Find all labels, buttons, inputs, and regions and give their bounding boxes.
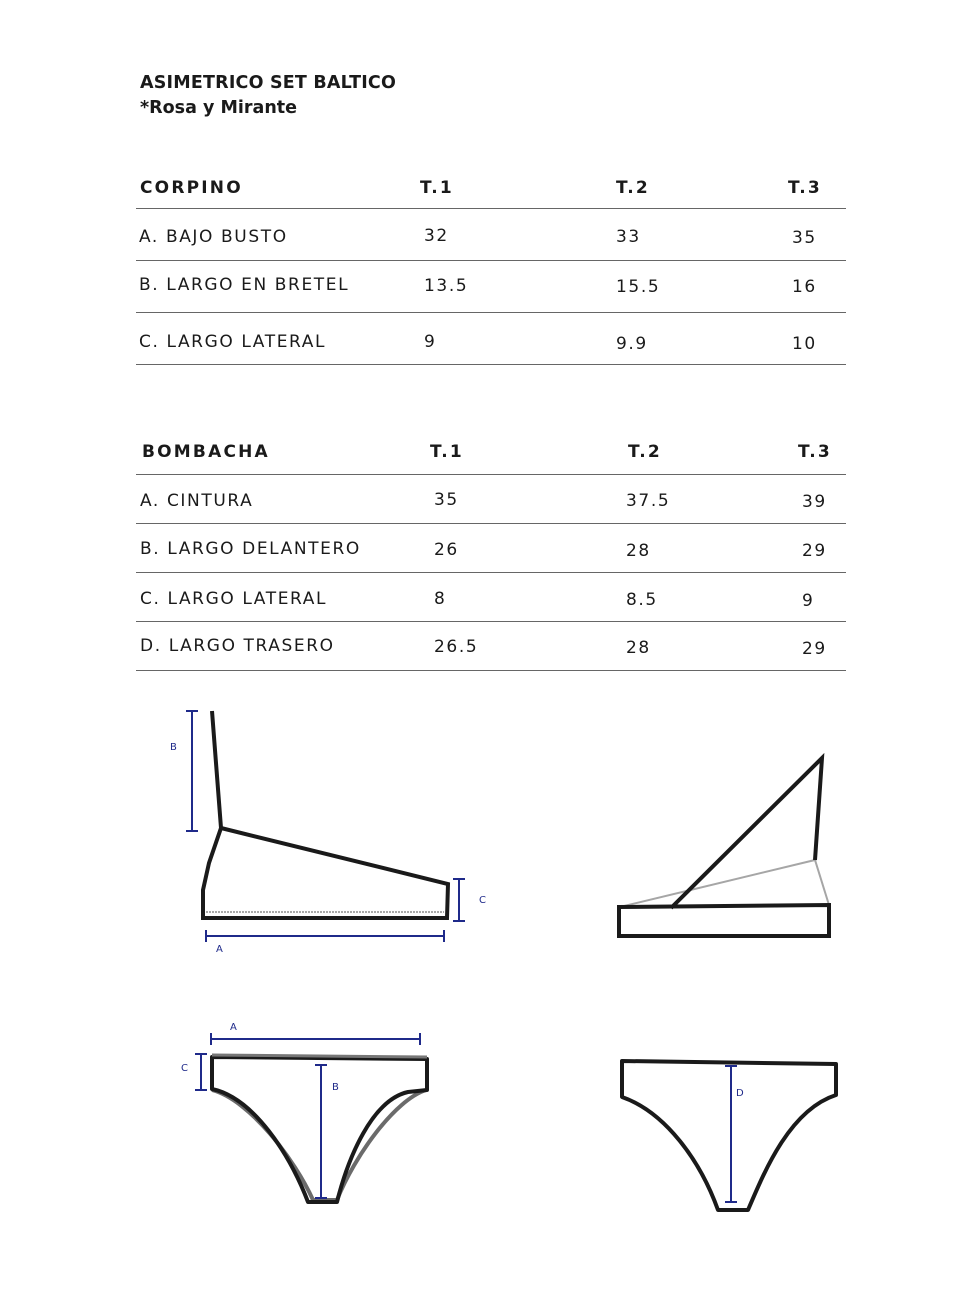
cell-t2: 33 [616,227,641,247]
top-back-diagram [619,758,829,936]
cell-t3: 10 [792,334,817,354]
cell-t3: 39 [802,492,827,512]
measure-b [186,711,198,831]
cell-t2: 8.5 [626,590,658,610]
row-label: B. LARGO EN BRETEL [139,275,350,295]
cell-t3: 35 [792,228,817,248]
measure-a-bottom [211,1033,420,1045]
header-t2: T.2 [616,178,650,198]
subtitle: *Rosa y Mirante [140,98,298,118]
label-b: B [170,742,177,753]
row-label: D. LARGO TRASERO [140,636,335,656]
bombacha-header-label: BOMBACHA [142,442,270,462]
title: ASIMETRICO SET BALTICO [140,73,397,93]
measure-b-bottom [315,1065,327,1198]
cell-t3: 29 [802,639,827,659]
cell-t3: 29 [802,541,827,561]
row-label: C. LARGO LATERAL [140,589,328,609]
row-label: C. LARGO LATERAL [139,332,327,352]
cell-t1: 26.5 [434,637,479,657]
cell-t3: 16 [792,277,817,297]
bottom-back-diagram [622,1061,836,1210]
label-a-bottom: A [230,1022,237,1033]
row-label: B. LARGO DELANTERO [140,539,361,559]
cell-t2: 37.5 [626,491,671,511]
top-front-diagram [170,711,486,955]
label-c: C [479,895,486,906]
corpino-header-label: CORPINO [140,178,243,198]
measure-a [206,930,444,942]
label-a: A [216,944,223,955]
row-label: A. BAJO BUSTO [139,227,288,247]
measure-c-bottom [195,1054,207,1090]
measure-c [453,879,465,921]
cell-t2: 15.5 [616,277,661,297]
row-label: A. CINTURA [140,491,254,511]
measure-d [725,1066,737,1202]
bottom-front-diagram [181,1022,427,1202]
header-t3: T.3 [788,178,822,198]
cell-t1: 32 [424,226,449,246]
header-t3: T.3 [798,442,832,462]
label-c-bottom: C [181,1063,188,1074]
cell-t1: 9 [424,332,437,352]
label-d: D [736,1088,744,1099]
cell-t2: 28 [626,541,651,561]
label-b-bottom: B [332,1082,339,1093]
cell-t2: 9.9 [616,334,648,354]
cell-t1: 35 [434,490,459,510]
cell-t1: 26 [434,540,459,560]
header-t1: T.1 [430,442,464,462]
header-t2: T.2 [628,442,662,462]
cell-t1: 8 [434,589,447,609]
cell-t1: 13.5 [424,276,469,296]
cell-t2: 28 [626,638,651,658]
cell-t3: 9 [802,591,815,611]
header-t1: T.1 [420,178,454,198]
